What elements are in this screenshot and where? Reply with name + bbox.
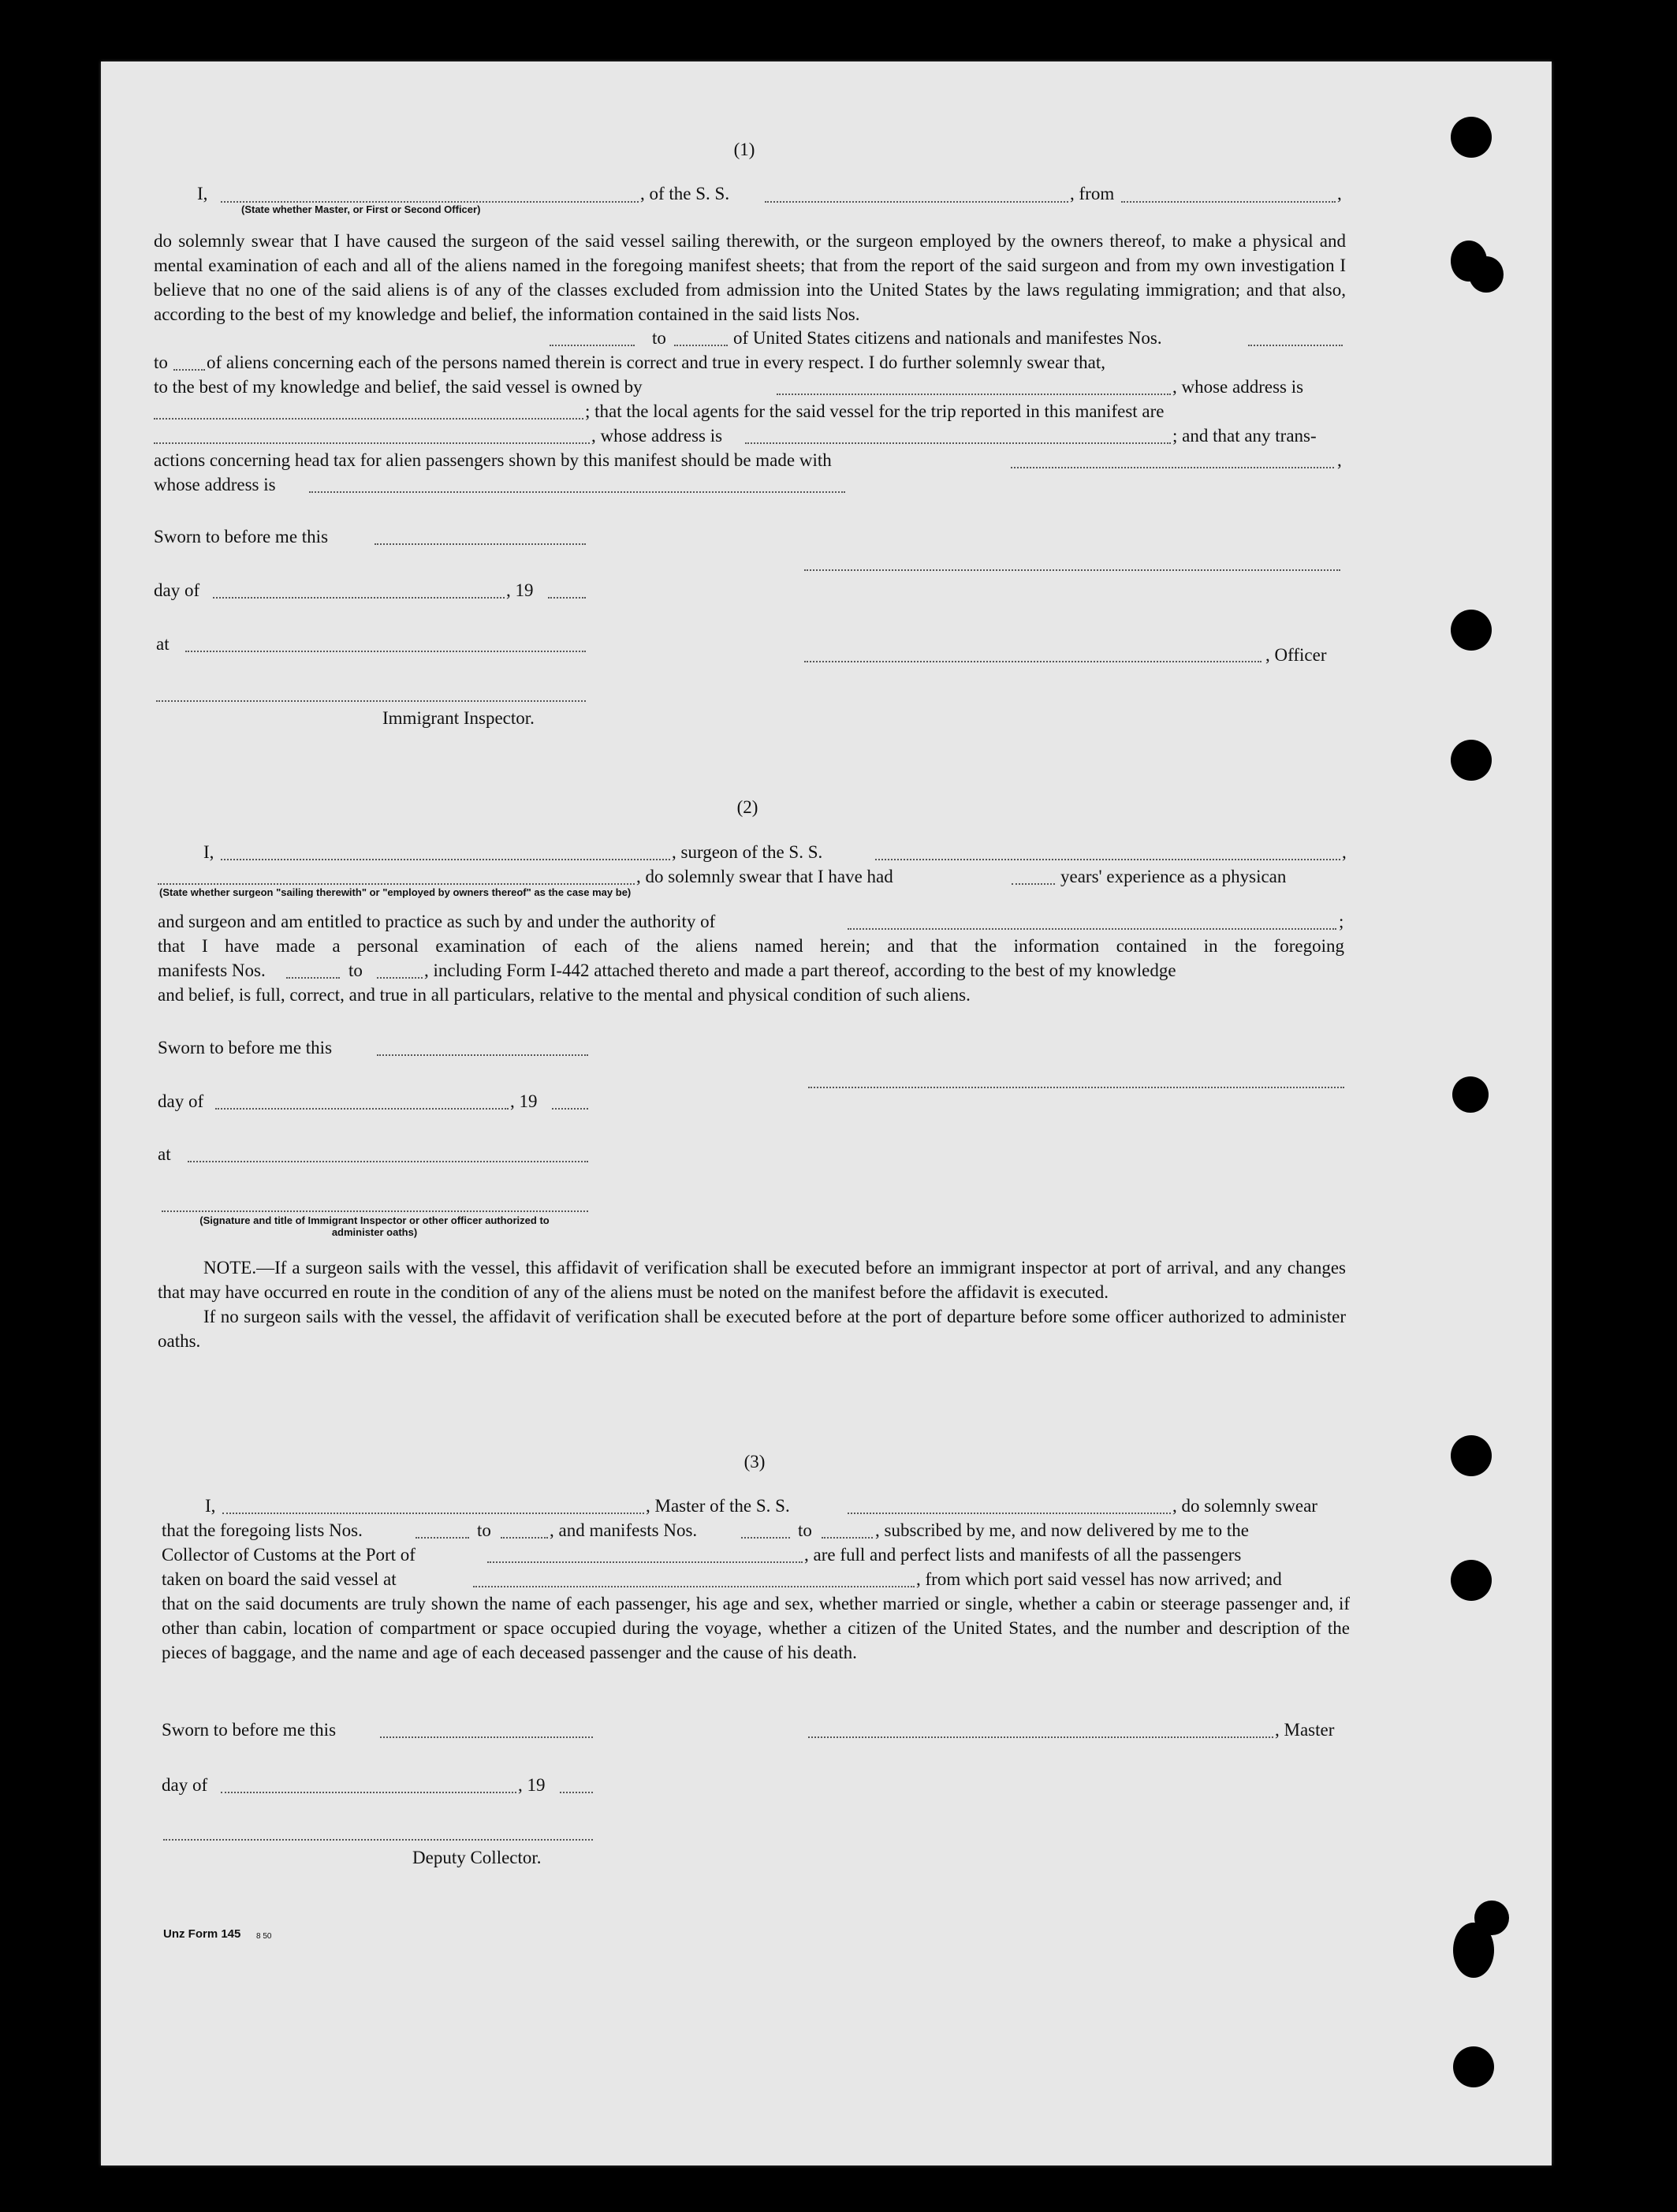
s2-name-field[interactable] (221, 859, 670, 860)
s3-year-field[interactable] (560, 1792, 593, 1793)
s3-name-field[interactable] (222, 1513, 644, 1514)
s2-day-field[interactable] (215, 1108, 509, 1110)
s2-at: at (158, 1144, 171, 1164)
s1-head-tax-field[interactable] (1011, 467, 1334, 468)
form-id: Unz Form 145 (163, 1927, 241, 1941)
s1-at-field[interactable] (185, 651, 586, 652)
section-1-number: (1) (733, 140, 755, 159)
s1-agents-address-field[interactable] (745, 442, 1171, 444)
s3-manifests: , and manifests Nos. (550, 1520, 698, 1540)
s3-master: , Master (1275, 1720, 1335, 1740)
s3-lists-from-field[interactable] (416, 1537, 469, 1539)
s2-surgeon-type-field[interactable] (158, 883, 635, 885)
s2-experience: years' experience as a physican (1060, 867, 1287, 886)
punch-hole (1451, 1560, 1492, 1601)
punch-hole (1469, 256, 1504, 293)
s1-inspector-field[interactable] (156, 700, 586, 702)
s3-vessel-field[interactable] (848, 1513, 1171, 1514)
s2-including: , including Form I-442 attached thereto and made a part thereof, according to the best of my knowledge (424, 961, 1176, 980)
s1-sworn-field[interactable] (375, 543, 586, 545)
s2-to: to (348, 961, 363, 980)
punch-hole (1452, 1076, 1489, 1113)
s3-sworn-field[interactable] (380, 1736, 593, 1738)
s2-at-field[interactable] (188, 1161, 588, 1162)
s1-manifests-field[interactable] (1248, 345, 1343, 346)
s3-from-which: , from which port said vessel has now arrived; and (916, 1569, 1282, 1589)
s1-of-the-ss: , of the S. S. (640, 184, 730, 203)
s3-sworn: Sworn to before me this (162, 1720, 337, 1740)
s1-lists-to-field[interactable] (674, 345, 728, 346)
s1-head-tax: actions concerning head tax for alien passengers shown by this manifest should be made with (154, 450, 832, 470)
note-paragraph-2: If no surgeon sails with the vessel, the affidavit of verification shall be executed before at the port of departure before some officer authorized to administer oaths. (158, 1307, 1346, 1351)
s1-and-that-any: ; and that any trans- (1172, 426, 1317, 446)
s1-from: , from (1070, 184, 1115, 203)
s1-final-address-field[interactable] (309, 491, 845, 493)
s1-sworn: Sworn to before me this (154, 527, 329, 546)
s2-sworn-field[interactable] (377, 1054, 588, 1056)
s1-owner-address-field[interactable] (154, 418, 583, 420)
s2-signature-line[interactable] (808, 1087, 1344, 1088)
s1-year-field[interactable] (548, 597, 586, 599)
s3-manifests-from-field[interactable] (741, 1537, 790, 1539)
s1-agents-address: , whose address is (591, 426, 723, 446)
section-2-number: (2) (736, 797, 758, 817)
s2-semicolon: ; (1339, 912, 1344, 931)
s1-year: , 19 (506, 580, 534, 600)
s3-taken-on-field[interactable] (473, 1586, 915, 1587)
s2-vessel-field[interactable] (875, 859, 1340, 860)
s2-signature-hint: (Signature and title of Immigrant Inspector or other officer authorized to administer oaths) (199, 1214, 550, 1238)
s2-signature-field[interactable] (162, 1210, 588, 1212)
s3-manifests-to-field[interactable] (822, 1537, 873, 1539)
s2-year: , 19 (510, 1091, 538, 1111)
s3-are-full: , are full and perfect lists and manifests of all the passengers (804, 1545, 1242, 1565)
s2-manifests-from-field[interactable] (286, 977, 340, 979)
s2-manifests: manifests Nos. (158, 961, 266, 980)
s1-owned-by: to the best of my knowledge and belief, the said vessel is owned by (154, 377, 643, 397)
s1-lists-from-field[interactable] (550, 345, 635, 346)
s1-citizens-text: of United States citizens and nationals and manifestes Nos. (733, 328, 1162, 348)
form-date: 8 50 (256, 1932, 272, 1941)
s2-opening-i: I, (203, 842, 214, 862)
s2-years-field[interactable] (1012, 883, 1055, 885)
s3-subscribed: , subscribed by me, and now delivered by me to the (875, 1520, 1249, 1540)
punch-hole (1451, 610, 1492, 651)
s2-body-3: and belief, is full, correct, and true in all particulars, relative to the mental and physical condition of such aliens. (158, 985, 971, 1005)
s1-agents-field[interactable] (154, 442, 590, 444)
s2-comma: , (1342, 842, 1347, 862)
section-3-number: (3) (743, 1452, 766, 1472)
s2-year-field[interactable] (552, 1108, 588, 1110)
s1-owner-field[interactable] (777, 394, 1171, 395)
s3-master-signature-field[interactable] (808, 1736, 1273, 1738)
s3-to-2: to (798, 1520, 812, 1540)
s3-year: , 19 (518, 1775, 546, 1795)
s1-from-field[interactable] (1121, 201, 1336, 203)
s2-surgeon-of: , surgeon of the S. S. (672, 842, 823, 862)
s1-oath-body: do solemnly swear that I have caused the surgeon of the said vessel sailing therewith, or the surgeon employed by the owners thereof, to make a physical and mental examination of each and all of the aliens named in the foregoing manifest sheets; that from the report of the said surgeon and from my own investigation I believe that no one of the said aliens is of any of the classes excluded from admission into the United States by the laws regulating immigration; and that also, according to the best of my knowledge and belief, the information contained in the said lists Nos. (154, 231, 1346, 324)
s1-comma: , (1337, 184, 1342, 203)
s1-vessel-field[interactable] (765, 201, 1068, 203)
s1-day-of: day of (154, 580, 200, 600)
s3-day-field[interactable] (221, 1792, 516, 1793)
s1-master-hint: (State whether Master, or First or Second Officer) (241, 203, 481, 215)
s1-to-2: to (154, 353, 168, 372)
s2-authority-field[interactable] (848, 928, 1336, 930)
s1-name-field[interactable] (221, 201, 639, 203)
s1-final-address: whose address is (154, 475, 276, 494)
s1-day-field[interactable] (213, 597, 505, 599)
s2-manifests-to-field[interactable] (377, 977, 423, 979)
s2-swear-text: , do solemnly swear that I have had (636, 867, 893, 886)
s3-port-field[interactable] (487, 1561, 803, 1563)
s2-surgeon-hint: (State whether surgeon "sailing therewith" or "employed by owners thereof" as the case may be) (159, 886, 632, 898)
s1-local-agents: ; that the local agents for the said vessel for the trip reported in this manifest are (585, 401, 1165, 421)
s1-manifests-to-field[interactable] (173, 369, 205, 371)
punch-hole (1453, 2046, 1494, 2087)
s3-deputy-field[interactable] (163, 1839, 593, 1841)
s1-at: at (156, 634, 170, 654)
s1-comma-2: , (1337, 450, 1342, 470)
s3-collector: Collector of Customs at the Port of (162, 1545, 416, 1565)
s1-signature-line[interactable] (804, 569, 1340, 571)
s3-lists-to-field[interactable] (501, 1537, 548, 1539)
s3-body: that on the said documents are truly shown the name of each passenger, his age and sex, whether married or single, whether a cabin or steerage passenger and, if other than cabin, location of compartment or space occupied during the voyage, whether a citizen of the United States, and the number and description of the pieces of baggage, and the name and age of each deceased passenger and the cause of his death. (162, 1594, 1350, 1662)
s2-day-of: day of (158, 1091, 204, 1111)
s3-to-1: to (477, 1520, 491, 1540)
s1-opening-i: I, (197, 184, 208, 203)
s3-taken-on: taken on board the said vessel at (162, 1569, 397, 1589)
s3-swear: , do solemnly swear (1172, 1496, 1317, 1516)
s2-entitled: and surgeon and am entitled to practice as such by and under the authority of (158, 912, 716, 931)
punch-hole (1453, 1923, 1494, 1978)
punch-hole (1451, 117, 1492, 158)
s1-to: to (652, 328, 666, 348)
s1-officer-field[interactable] (804, 661, 1261, 662)
s2-body-1: that I have made a personal examination of each of the aliens named herein; and that the information contained in the foregoing (158, 936, 1344, 956)
s3-master-of: , Master of the S. S. (646, 1496, 790, 1516)
note-block (158, 1255, 1346, 1353)
s1-whose-address: , whose address is (1172, 377, 1304, 397)
s1-officer: , Officer (1265, 645, 1327, 665)
s1-aliens-text: of aliens concerning each of the persons named therein is correct and true in every respect. I do further solemnly swear that, (207, 353, 1105, 372)
s3-lists: that the foregoing lists Nos. (162, 1520, 363, 1540)
s3-day-of: day of (162, 1775, 208, 1795)
punch-hole (1451, 1435, 1492, 1476)
s2-sworn: Sworn to before me this (158, 1038, 333, 1058)
punch-hole (1451, 740, 1492, 781)
s3-deputy: Deputy Collector. (412, 1848, 542, 1867)
note-paragraph-1: NOTE.—If a surgeon sails with the vessel, this affidavit of verification shall be executed before an immigrant inspector at port of arrival, and any changes that may have occurred en route in the condition of any of the aliens must be noted on the manifest before the affidavit is executed. (158, 1258, 1346, 1302)
s1-inspector: Immigrant Inspector. (382, 708, 535, 728)
s3-opening-i: I, (205, 1496, 216, 1516)
